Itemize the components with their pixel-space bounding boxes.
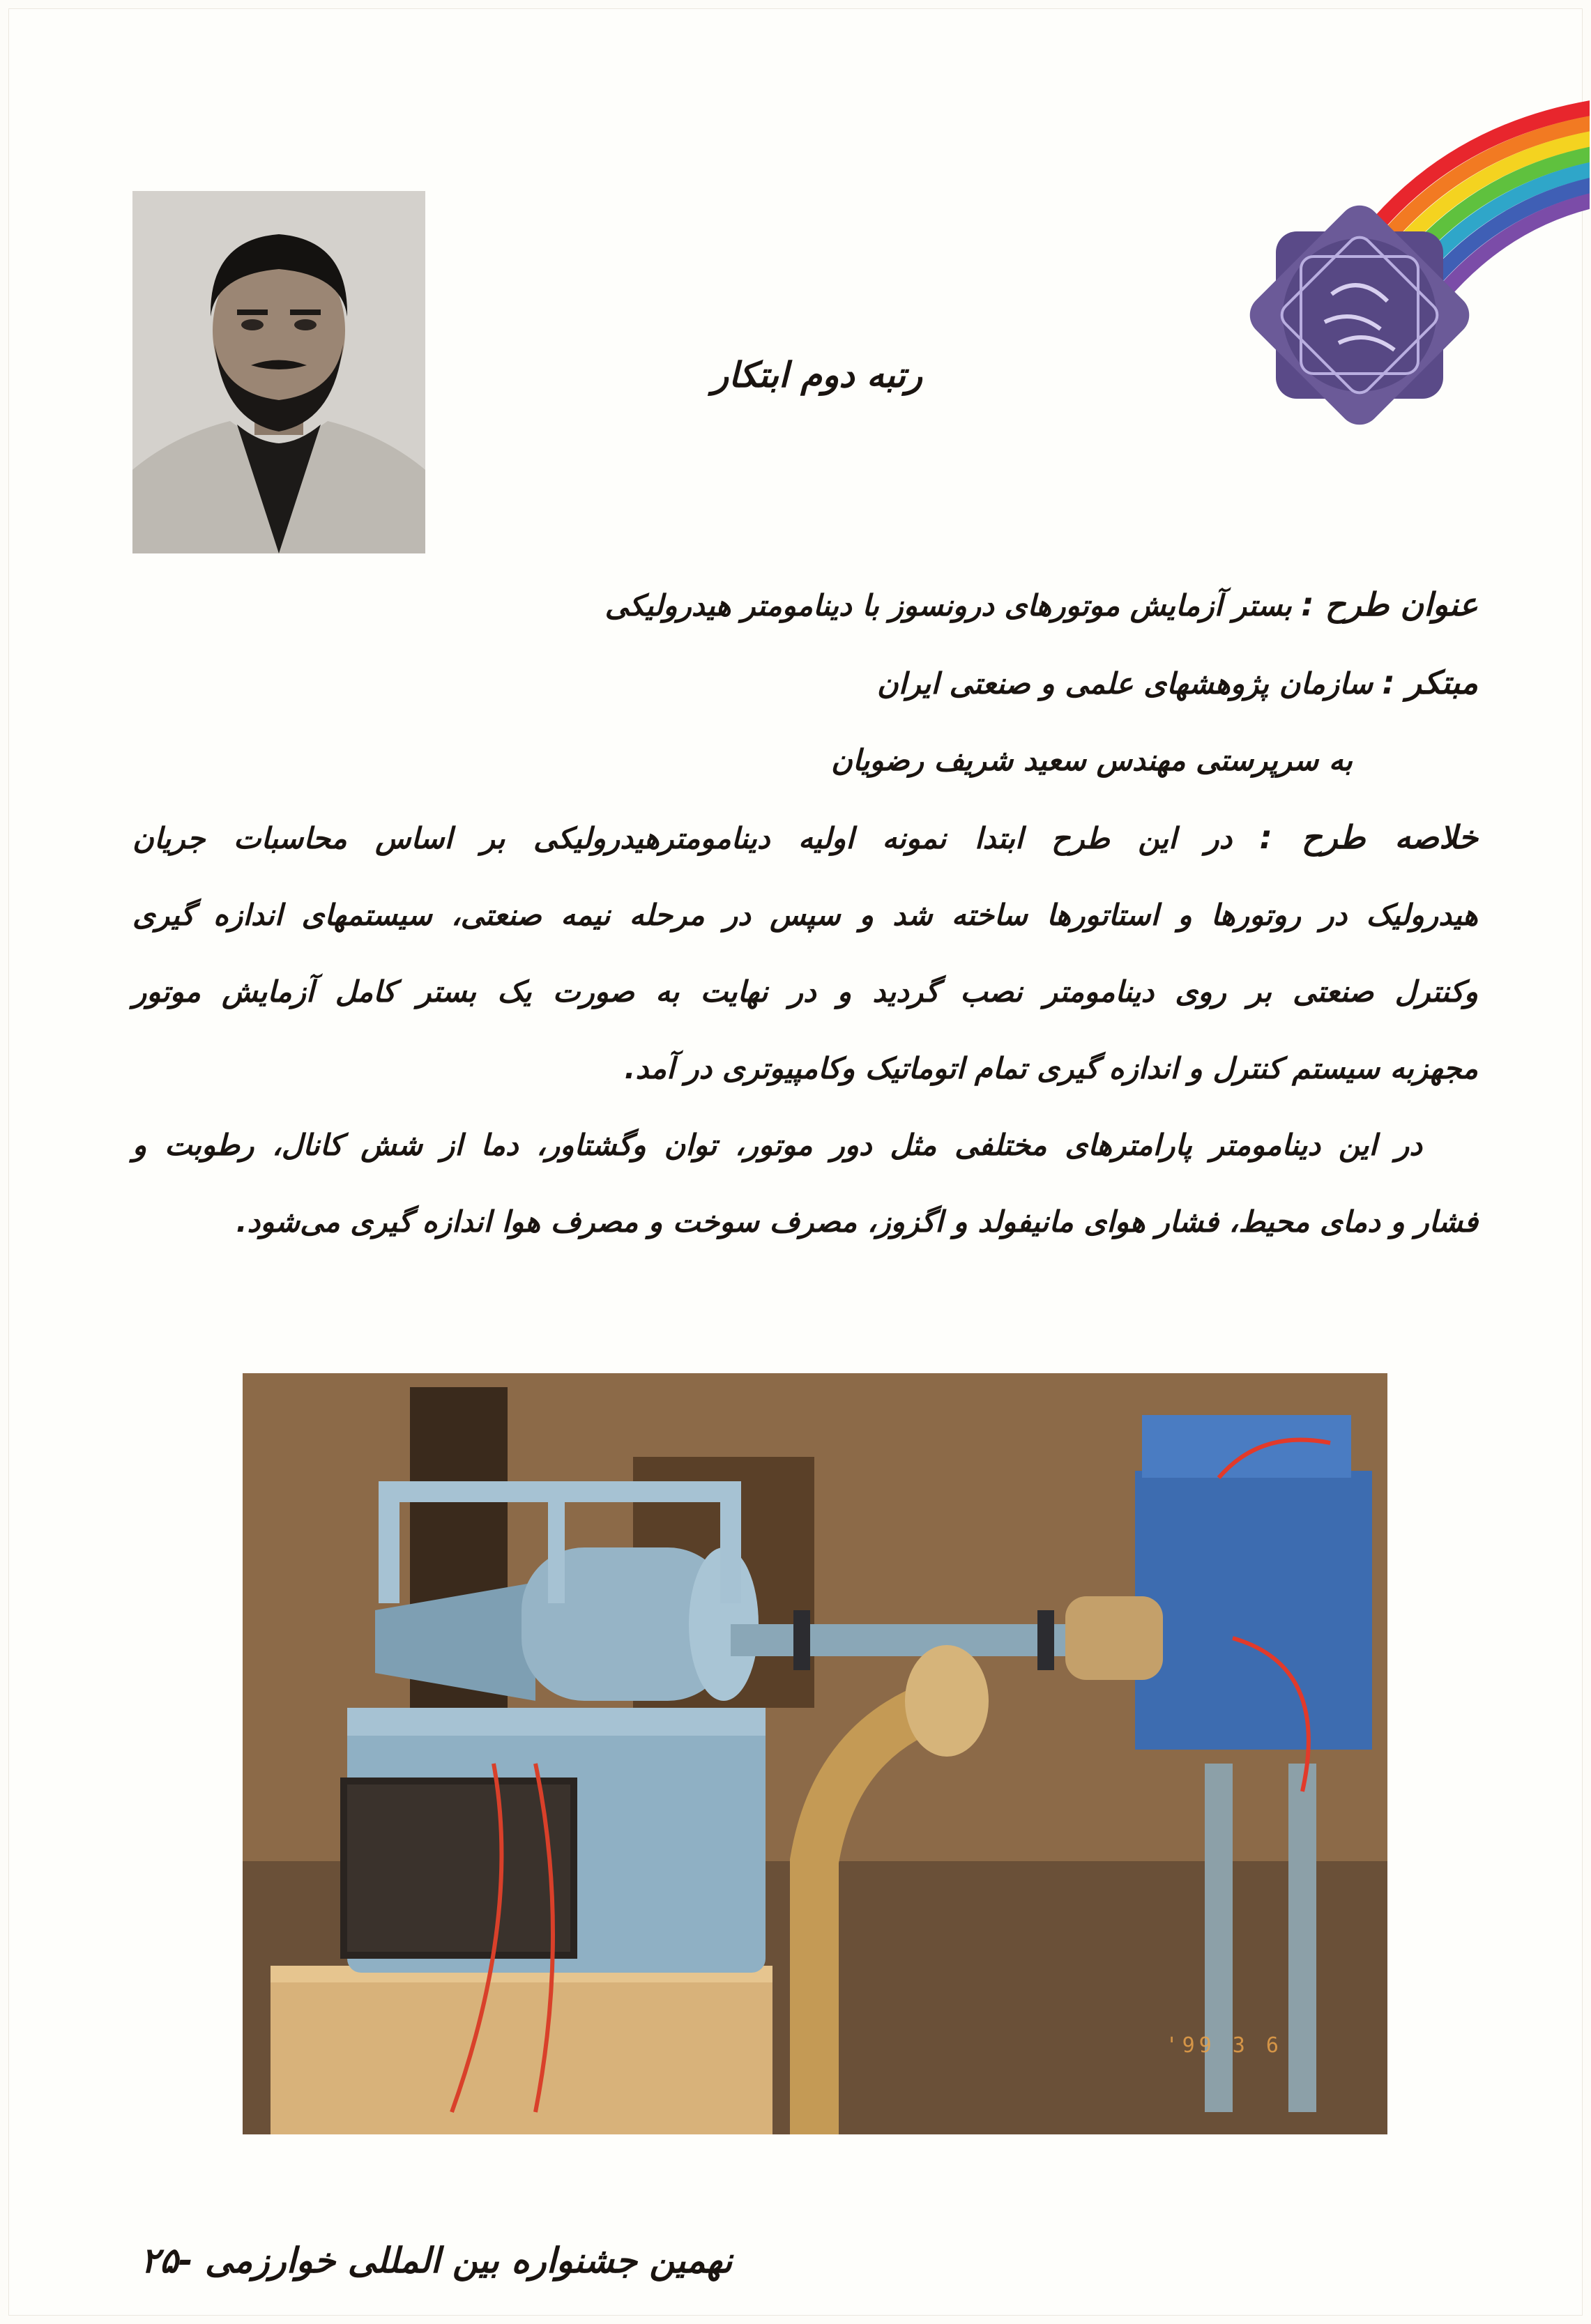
summary-line-2: هیدرولیک در روتورها و استاتورها ساخته شد و سپس در مرحله نیمه صنعتی، سیستمهای اندازه گیری	[132, 898, 1478, 932]
emblem-rainbow-drawing	[1241, 92, 1590, 468]
project-description	[132, 566, 1478, 1260]
summary-line-4: مجهزبه سیستم کنترل و اندازه گیری تمام اتوماتیک وکامپیوتری در آمد.	[624, 1051, 1478, 1085]
summary-line-1	[132, 799, 1478, 877]
inventor-line	[132, 644, 1478, 722]
dynamometer-photo	[243, 1373, 1387, 2134]
festival-emblem	[1241, 92, 1590, 468]
dynamometer-drawing	[243, 1373, 1387, 2134]
photo-date-stamp: '99 3 6	[1165, 2033, 1283, 2058]
project-title: بستر آزمایش موتورهای درونسوز با دینامومتر هیدرولیکی	[604, 588, 1292, 622]
paragraph2-line-2: فشار و دمای محیط، فشار هوای مانیفولد و اگزوز، مصرف سوخت و مصرف هوا اندازه گیری می‌شود.	[236, 1205, 1478, 1239]
inventor-portrait	[132, 191, 425, 553]
summary-text-1: در این طرح ابتدا نمونه اولیه دینامومترهیدرولیکی بر اساس محاسبات جریان	[132, 821, 1233, 855]
inventor-name: سازمان پژوهشهای علمی و صنعتی ایران	[876, 666, 1373, 701]
rank-heading: رتبه دوم ابتکار	[711, 355, 923, 395]
supervision-line: به سرپرستی مهندس سعید شریف رضویان	[831, 743, 1353, 777]
page	[8, 8, 1583, 2316]
summary-line-3: وکنترل صنعتی بر روی دینامومتر نصب گردید و در نهایت به صورت یک بستر کامل آزمایش موتور	[132, 974, 1478, 1009]
title-line	[132, 566, 1478, 644]
title-label: عنوان طرح :	[1301, 586, 1478, 623]
inventor-label: مبتکر :	[1382, 664, 1478, 701]
summary-label: خلاصه طرح :	[1259, 818, 1479, 856]
page-footer: نهمین جشنواره بین المللی خوارزمی -۲۵	[141, 2240, 733, 2281]
paragraph2-line-1: در این دینامومتر پارامترهای مختلفی مثل دور موتور، توان وگشتاور، دما از شش کانال، رطوبت و	[132, 1128, 1422, 1162]
portrait-drawing	[132, 191, 425, 553]
